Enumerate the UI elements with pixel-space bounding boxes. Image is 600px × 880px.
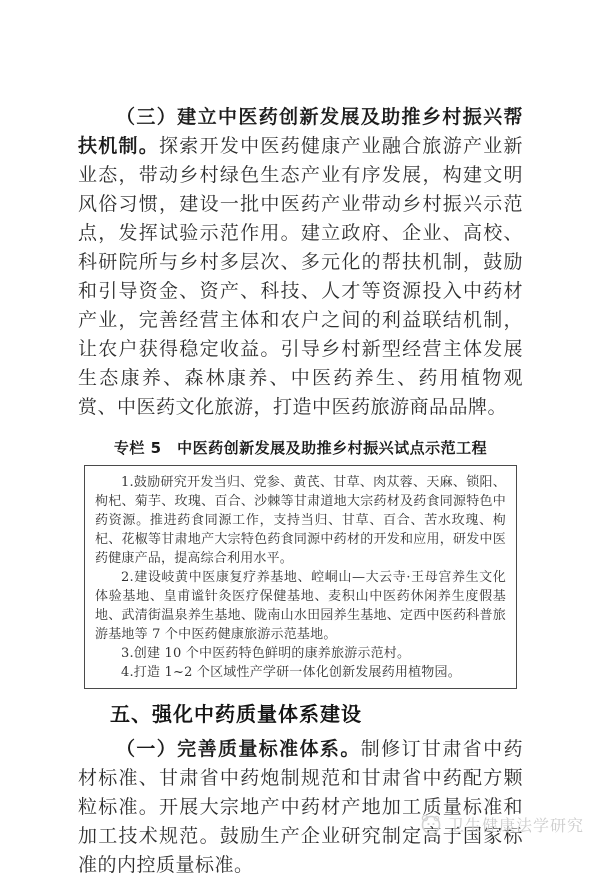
paragraph-body-text: 制修订甘肃省中药材标准、甘肃省中药炮制规范和甘肃省中药配方颗粒标准。开展大宗地产中药材产地加工质量标准和加工技术规范。鼓励生产企业研究制定高于国家标准的内控质量标准。 [78,738,523,876]
watermark-label: 卫生健康法学研究 [447,815,584,835]
paragraph-quality-standards [78,735,523,880]
health-law-logo-icon [419,812,443,836]
section-heading-quality-system: 五、强化中药质量体系建设 [110,702,362,726]
column-5-box [84,465,517,689]
watermark-footer [419,812,584,836]
page-content [78,0,523,880]
box-item-1: 1.鼓励研究开发当归、党参、黄芪、甘草、肉苁蓉、天麻、锁阳、枸杞、菊芋、玫瑰、百合、沙棘等甘肃道地大宗药材及药食同源特色中药资源。推进药食同源工作，支持当归、甘草、百合、苦水玫瑰、枸杞、花椒等甘肃地产大宗特色药食同源中药材的开发和应用，研发中医药健康产品，提高综合利用水平。 [95,475,506,566]
box-item-4: 4.打造 1~2 个区域性产学研一体化创新发展药用植物园。 [121,665,461,680]
paragraph-body-text: 探索开发中医药健康产业融合旅游产业新业态，带动乡村绿色生态产业有序发展，构建文明风俗习惯，建设一批中医药产业带动乡村振兴示范点，发挥试验示范作用。建立政府、企业、高校、科研院所与乡村多层次、多元化的帮扶机制，鼓励和引导资金、资产、科技、人才等资源投入中药材产业，完善经营主体和农户之间的利益联结机制，让农户获得稳定收益。引导乡村新型经营主体发展生态康养、森林康养、中医药养生、药用植物观赏、中医药文化旅游，打造中医药旅游商品品牌。 [78,135,523,418]
column-5-title: 专栏 5 中医药创新发展及助推乡村振兴试点示范工程 [113,439,488,457]
box-item-2: 2.建设岐黄中医康复疗养基地、崆峒山—大云寺·王母宫养生文化体验基地、皇甫谧针灸医疗保健基地、麦积山中医药休闲养生度假基地、武清街温泉养生基地、陇南山水田园养生基地、定西中医药科普旅游基地等 7 个中医药健康旅游示范基地。 [95,570,506,642]
paragraph-lead-bold: （一）完善质量标准体系。 [116,738,361,760]
box-item-3: 3.创建 10 个中医药特色鲜明的康养旅游示范村。 [121,646,411,661]
paragraph-lead-bold: （三）建立中医药创新发展及助推乡村振兴帮扶机制。 [78,106,523,157]
paragraph-rural-revitalization [78,103,523,422]
